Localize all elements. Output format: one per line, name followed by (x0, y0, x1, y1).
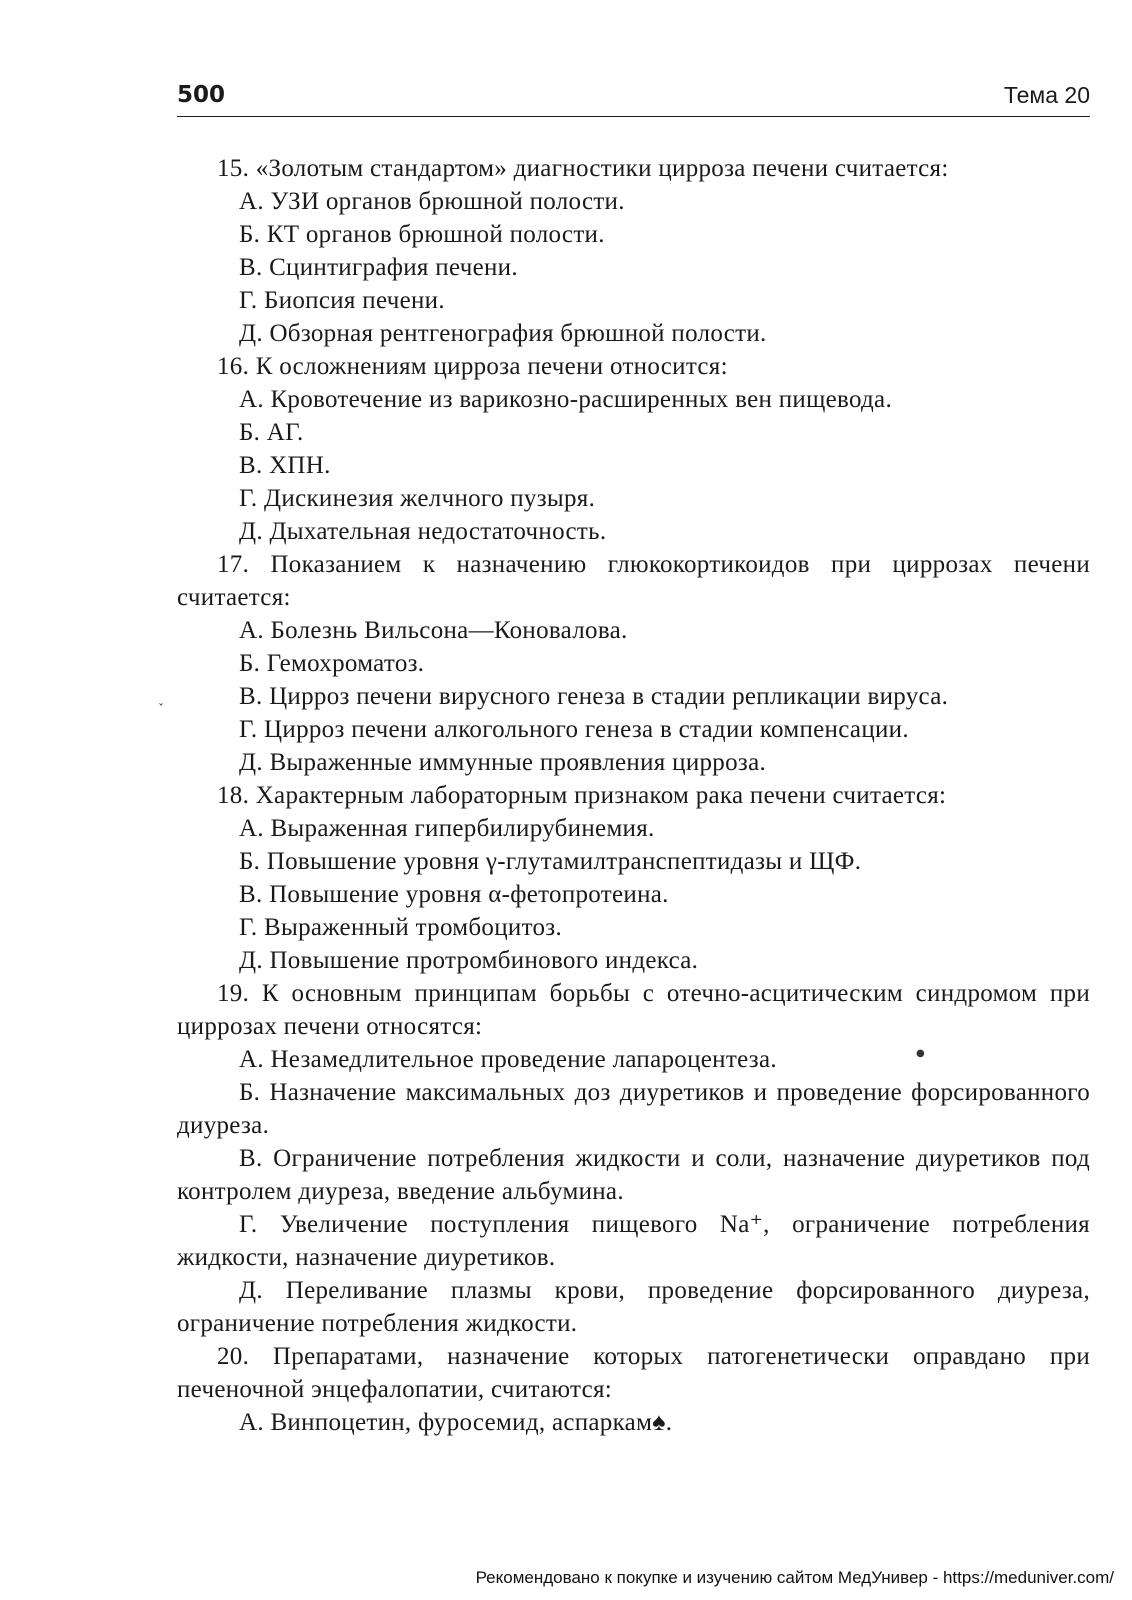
answer-option: Г. Биопсия печени. (239, 287, 445, 314)
answer-option: Г. Увеличение поступления пищевого Na⁺, ограничение потребления жидкости, назначение диуретиков. (177, 1211, 1090, 1271)
answer-option: В. ХПН. (239, 452, 331, 479)
answer-option: В. Сцинтиграфия печени. (239, 254, 518, 281)
page-body (177, 152, 1090, 1439)
page-header (177, 82, 1090, 112)
answer-option: Г. Цирроз печени алкогольного генеза в стадии компенсации. (239, 716, 909, 743)
margin-tick-mark: ˇ (158, 702, 164, 716)
question-stem: 15. «Золотым стандартом» диагностики цирроза печени считается: (217, 155, 949, 182)
answer-option: Б. КТ органов брюшной полости. (239, 221, 605, 248)
question-stem: 16. К осложнениям цирроза печени относится: (217, 353, 728, 380)
answer-option: А. Выраженная гипербилирубинемия. (239, 815, 655, 842)
answer-option: В. Цирроз печени вирусного генеза в стадии репликации вируса. (239, 683, 949, 710)
question-stem: 17. Показанием к назначению глюкокортикоидов при циррозах печени считается: (177, 551, 1090, 611)
chapter-theme: Тема 20 (1003, 82, 1090, 108)
answer-option: А. Незамедлительное проведение лапароцентеза. (239, 1046, 777, 1073)
answer-option: А. Кровотечение из варикозно-расширенных вен пищевода. (239, 386, 893, 413)
answer-option: В. Ограничение потребления жидкости и соли, назначение диуретиков под контролем диуреза, введение альбумина. (177, 1145, 1090, 1205)
footer-note: Рекомендовано к покупке и изучению сайтом МедУнивер - https://meduniver.com/ (475, 1568, 1114, 1587)
answer-option: Д. Обзорная рентгенография брюшной полости. (239, 320, 767, 347)
question-stem: 20. Препаратами, назначение которых патогенетически оправдано при печеночной энцефалопатии, считаются: (177, 1343, 1090, 1403)
stray-dot-mark: ● (916, 1048, 925, 1059)
header-rule (177, 116, 1090, 117)
answer-option: Г. Выраженный тромбоцитоз. (239, 914, 562, 941)
answer-option: А. Болезнь Вильсона—Коновалова. (239, 617, 628, 644)
answer-option: Д. Дыхательная недостаточность. (239, 518, 607, 545)
answer-option: Б. Повышение уровня γ-глутамилтранспептидазы и ЩФ. (239, 848, 862, 875)
answer-option: А. УЗИ органов брюшной полости. (239, 188, 625, 215)
answer-option: А. Винпоцетин, фуросемид, аспаркам♠. (239, 1409, 673, 1436)
answer-option: Д. Повышение протромбинового индекса. (239, 947, 699, 974)
question-stem: 19. К основным принципам борьбы с отечно-асцитическим синдромом при циррозах печени относятся: (177, 980, 1090, 1040)
answer-option: Б. АГ. (239, 419, 304, 446)
answer-option: Г. Дискинезия желчного пузыря. (239, 485, 596, 512)
answer-option: Б. Назначение максимальных доз диуретиков и проведение форсированного диуреза. (177, 1079, 1090, 1139)
page-number: 500 (177, 82, 226, 108)
answer-option: В. Повышение уровня α-фетопротеина. (239, 881, 669, 908)
answer-option: Д. Выраженные иммунные проявления цирроза. (239, 749, 767, 776)
answer-option: Д. Переливание плазмы крови, проведение форсированного диуреза, ограничение потребления жидкости. (177, 1277, 1090, 1337)
answer-option: Б. Гемохроматоз. (239, 650, 425, 677)
question-stem: 18. Характерным лабораторным признаком рака печени считается: (217, 782, 947, 809)
